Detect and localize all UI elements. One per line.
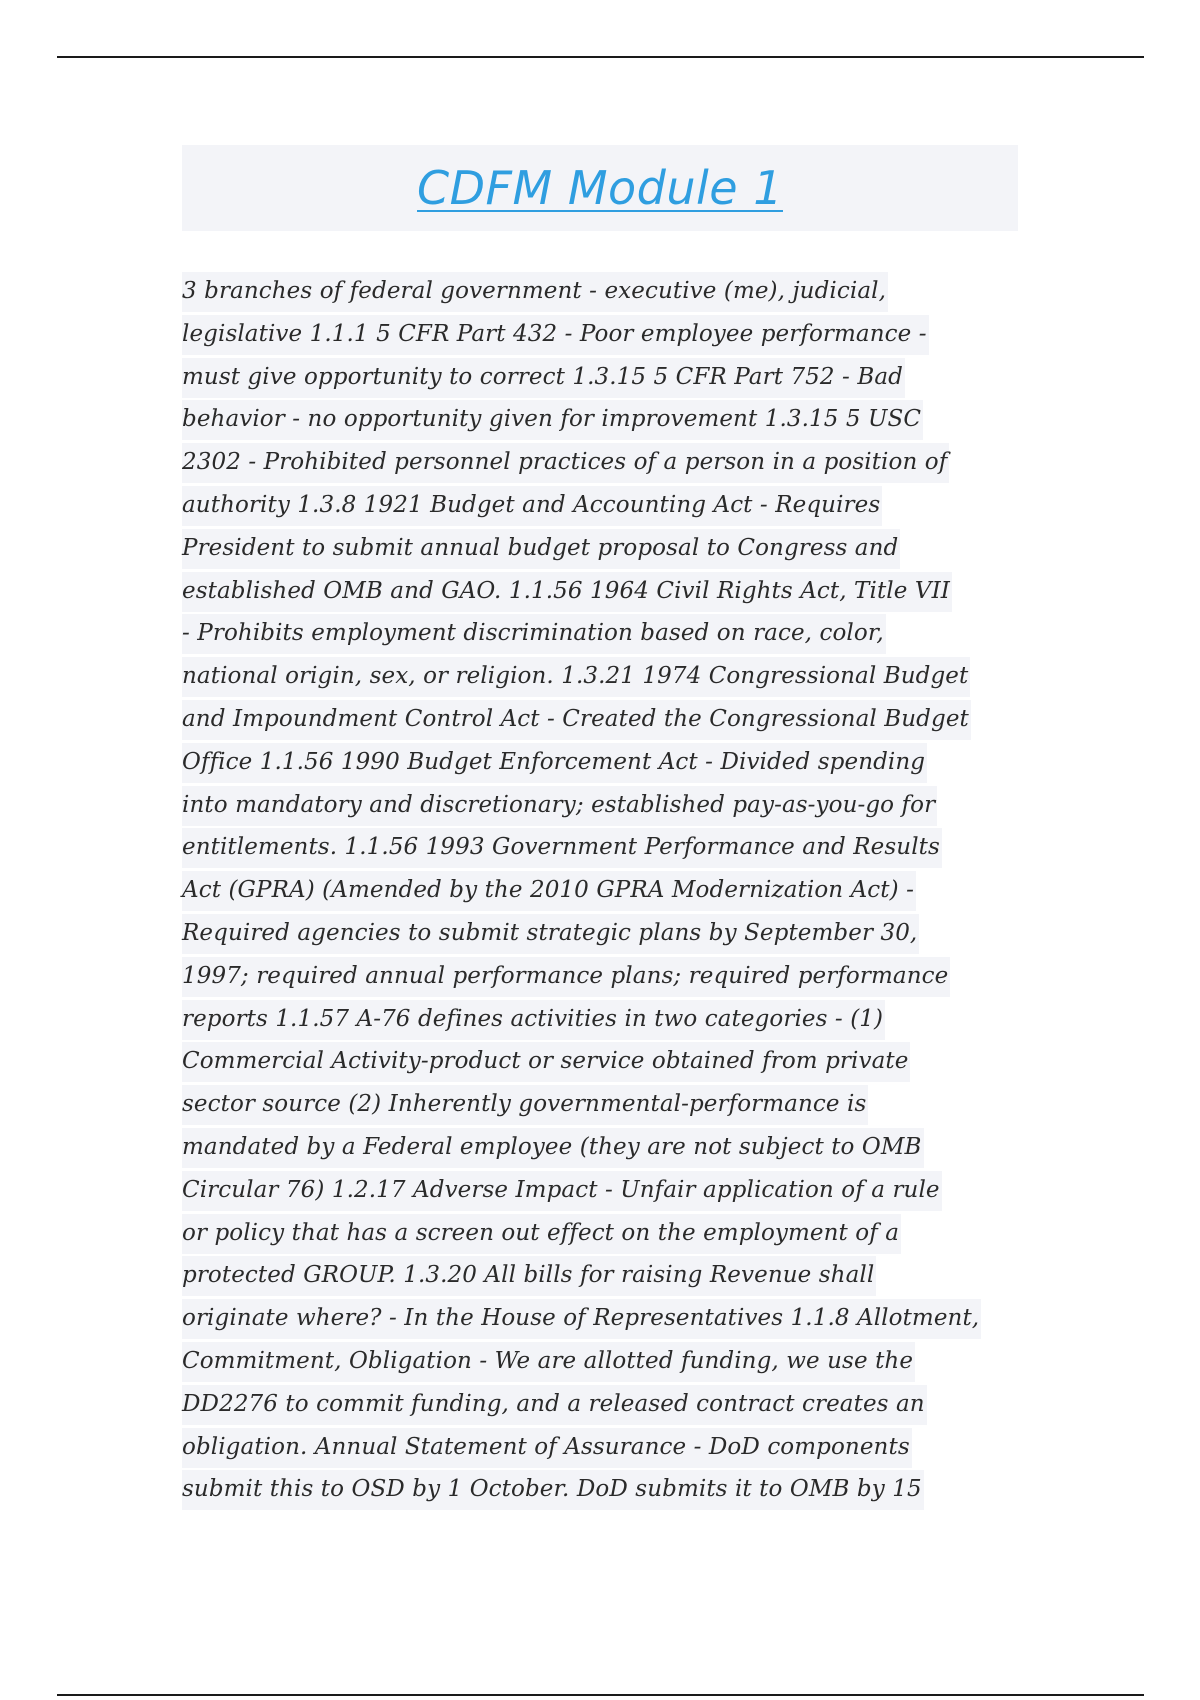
text-line: authority 1.3.8 1921 Budget and Accounting Act - Requires (182, 484, 1030, 527)
text-line: 1997; required annual performance plans; required performance (182, 955, 1030, 998)
text-line: legislative 1.1.1 5 CFR Part 432 - Poor employee performance - (182, 313, 1030, 356)
text-line: reports 1.1.57 A-76 defines activities in two categories - (1) (182, 998, 1030, 1041)
document-body (182, 270, 1030, 1511)
text-line: Act (GPRA) (Amended by the 2010 GPRA Modernization Act) - (182, 869, 1030, 912)
text-line: President to submit annual budget proposal to Congress and (182, 527, 1030, 570)
text-line: 3 branches of federal government - executive (me), judicial, (182, 270, 1030, 313)
text-line: Commercial Activity-product or service obtained from private (182, 1040, 1030, 1083)
text-line: Required agencies to submit strategic plans by September 30, (182, 912, 1030, 955)
text-line: into mandatory and discretionary; established pay-as-you-go for (182, 784, 1030, 827)
text-line: originate where? - In the House of Representatives 1.1.8 Allotment, (182, 1297, 1030, 1340)
text-line: submit this to OSD by 1 October. DoD submits it to OMB by 15 (182, 1468, 1030, 1511)
top-rule (57, 56, 1144, 58)
document-title: CDFM Module 1 (417, 161, 783, 215)
text-line: Circular 76) 1.2.17 Adverse Impact - Unfair application of a rule (182, 1169, 1030, 1212)
text-line: or policy that has a screen out effect on the employment of a (182, 1212, 1030, 1255)
text-line: and Impoundment Control Act - Created the Congressional Budget (182, 698, 1030, 741)
text-line: 2302 - Prohibited personnel practices of a person in a position of (182, 441, 1030, 484)
text-line: Commitment, Obligation - We are allotted funding, we use the (182, 1340, 1030, 1383)
text-line: established OMB and GAO. 1.1.56 1964 Civil Rights Act, Title VII (182, 570, 1030, 613)
text-line: obligation. Annual Statement of Assurance - DoD components (182, 1426, 1030, 1469)
text-line: must give opportunity to correct 1.3.15 5 CFR Part 752 - Bad (182, 356, 1030, 399)
text-line: DD2276 to commit funding, and a released contract creates an (182, 1383, 1030, 1426)
text-line: national origin, sex, or religion. 1.3.21 1974 Congressional Budget (182, 655, 1030, 698)
title-banner (182, 145, 1018, 231)
text-line: behavior - no opportunity given for improvement 1.3.15 5 USC (182, 398, 1030, 441)
bottom-rule (57, 1694, 1144, 1696)
text-line: entitlements. 1.1.56 1993 Government Performance and Results (182, 826, 1030, 869)
text-line: protected GROUP. 1.3.20 All bills for raising Revenue shall (182, 1254, 1030, 1297)
text-line: - Prohibits employment discrimination based on race, color, (182, 612, 1030, 655)
text-line: Office 1.1.56 1990 Budget Enforcement Act - Divided spending (182, 741, 1030, 784)
text-line: mandated by a Federal employee (they are not subject to OMB (182, 1126, 1030, 1169)
text-line: sector source (2) Inherently governmental-performance is (182, 1083, 1030, 1126)
